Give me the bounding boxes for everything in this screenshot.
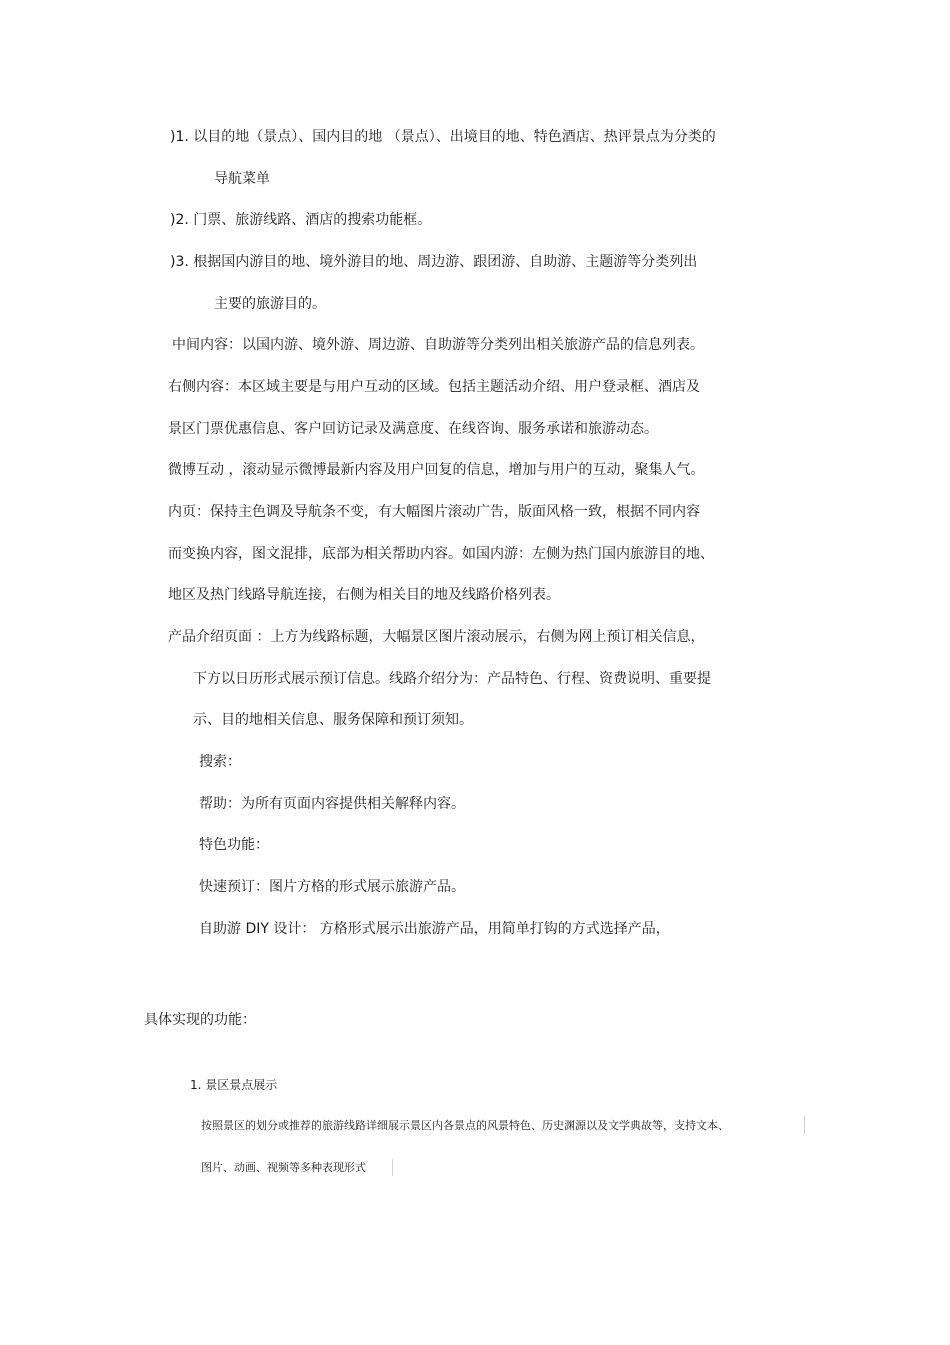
paragraph-scenic-desc-cont: 图片、动画、视频等多种表现形式 bbox=[201, 1161, 366, 1174]
section-heading-functions: 具体实现的功能： bbox=[144, 1012, 256, 1028]
paragraph-help: 帮助：为所有页面内容提供相关解释内容。 bbox=[199, 796, 465, 812]
list-item-2: )2. 门票、旅游线路、酒店的搜索功能框。 bbox=[170, 212, 432, 228]
paragraph-quick-booking: 快速预订：图片方格的形式展示旅游产品。 bbox=[199, 879, 465, 895]
paragraph-inner-page-cont-2: 地区及热门线路导航连接，右侧为相关目的地及线路价格列表。 bbox=[168, 587, 560, 603]
list-item-1: )1. 以目的地（景点）、国内目的地 （景点）、出境目的地、特色酒店、热评景点为分类的 bbox=[170, 129, 716, 145]
paragraph-product-page-cont-1: 下方以日历形式展示预订信息。线路介绍分为：产品特色、行程、资费说明、重要提 bbox=[193, 671, 711, 687]
label-search: 搜索： bbox=[199, 754, 241, 770]
table-border bbox=[392, 1159, 393, 1176]
paragraph-product-page-cont-2: 示、目的地相关信息、服务保障和预订须知。 bbox=[193, 712, 473, 728]
paragraph-right-content-cont: 景区门票优惠信息、客户回访记录及满意度、在线咨询、服务承诺和旅游动态。 bbox=[168, 421, 658, 437]
paragraph-scenic-desc: 按照景区的划分或推荐的旅游线路详细展示景区内各景点的风景特色、历史渊源以及文学典故等，支持文本、 bbox=[201, 1119, 729, 1132]
paragraph-middle-content: 中间内容：以国内游、境外游、周边游、自助游等分类列出相关旅游产品的信息列表。 bbox=[172, 337, 704, 353]
table-border bbox=[804, 1116, 805, 1134]
paragraph-weibo: 微博互动 ，滚动显示微博最新内容及用户回复的信息，增加与用户的互动，聚集人气。 bbox=[168, 462, 705, 478]
list-item-3: )3. 根据国内游目的地、境外游目的地、周边游、跟团游、自助游、主题游等分类列出 bbox=[170, 254, 698, 270]
list-item-3-cont: 主要的旅游目的。 bbox=[214, 296, 326, 312]
list-item-1-cont: 导航菜单 bbox=[214, 171, 270, 187]
subsection-heading-scenic: 1. 景区景点展示 bbox=[190, 1078, 278, 1092]
paragraph-inner-page: 内页：保持主色调及导航条不变，有大幅图片滚动广告，版面风格一致，根据不同内容 bbox=[168, 504, 700, 520]
paragraph-diy: 自助游 DIY 设计： 方格形式展示出旅游产品，用简单打钩的方式选择产品， bbox=[199, 921, 670, 937]
paragraph-product-page: 产品介绍页面 ：上方为线路标题，大幅景区图片滚动展示，右侧为网上预订相关信息， bbox=[168, 629, 705, 645]
paragraph-inner-page-cont-1: 而变换内容，图文混排，底部为相关帮助内容。如国内游：左侧为热门国内旅游目的地、 bbox=[168, 546, 714, 562]
label-features: 特色功能： bbox=[199, 837, 269, 853]
paragraph-right-content: 右侧内容：本区域主要是与用户互动的区域。包括主题活动介绍、用户登录框、酒店及 bbox=[168, 379, 700, 395]
